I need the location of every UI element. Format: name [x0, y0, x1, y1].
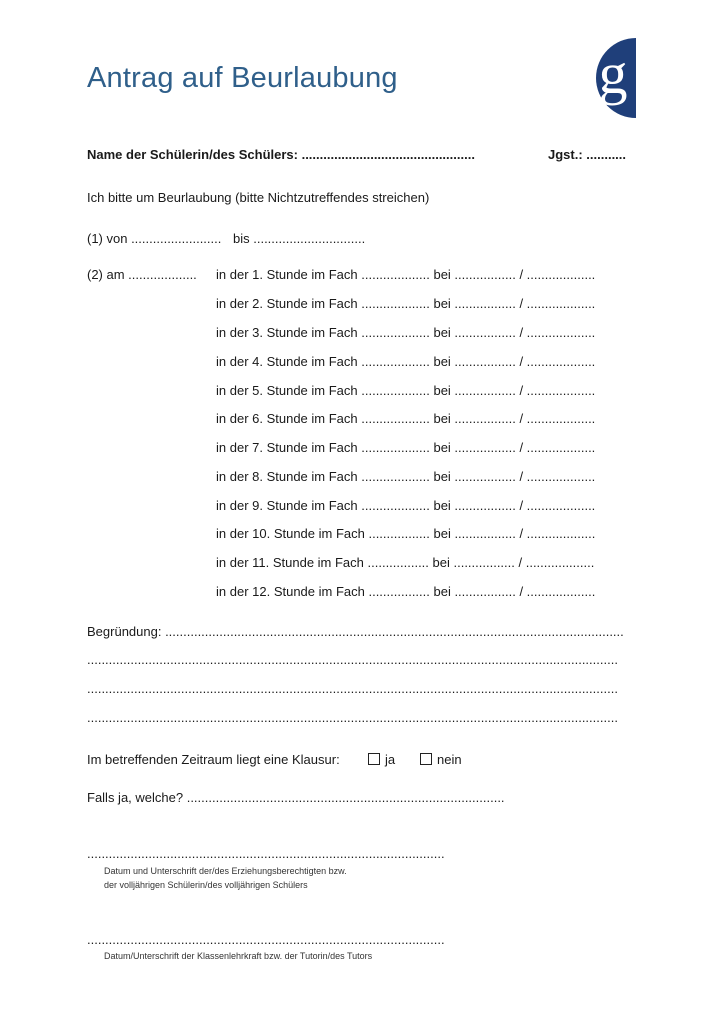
lesson-row[interactable]: in der 7. Stunde im Fach ................... bei ................. / ...................: [216, 440, 596, 455]
teacher-signature-line[interactable]: ...................................................................................................: [87, 932, 445, 947]
parent-signature-caption: der volljährigen Schülerin/des volljährigen Schülers: [104, 880, 308, 890]
lesson-row[interactable]: in der 12. Stunde im Fach ................. bei ................. / ...................: [216, 584, 596, 599]
school-logo: [576, 38, 636, 118]
exam-yes-option[interactable]: [368, 752, 395, 767]
date-field[interactable]: (2) am ...................: [87, 267, 197, 282]
exam-no-option[interactable]: [420, 752, 462, 767]
parent-signature-caption: Datum und Unterschrift der/des Erziehungsberechtigten bzw.: [104, 866, 347, 876]
lesson-row[interactable]: in der 5. Stunde im Fach ................... bei ................. / ...................: [216, 383, 596, 398]
lesson-row[interactable]: in der 10. Stunde im Fach ................. bei ................. / ...................: [216, 526, 596, 541]
reason-field[interactable]: Begründung: ...............................................................................................................................: [87, 624, 624, 639]
reason-line[interactable]: ...................................................................................................................................................: [87, 652, 618, 667]
lesson-row[interactable]: in der 11. Stunde im Fach ................. bei ................. / ...................: [216, 555, 595, 570]
lesson-row[interactable]: in der 9. Stunde im Fach ................... bei ................. / ...................: [216, 498, 596, 513]
teacher-signature-caption: Datum/Unterschrift der Klassenlehrkraft bzw. der Tutorin/des Tutors: [104, 951, 373, 961]
lesson-row[interactable]: in der 2. Stunde im Fach ................... bei ................. / ...................: [216, 296, 596, 311]
reason-line[interactable]: ...................................................................................................................................................: [87, 681, 618, 696]
which-exam-field[interactable]: Falls ja, welche? ........................................................................................: [87, 790, 505, 805]
intro-text: Ich bitte um Beurlaubung (bitte Nichtzutreffendes streichen): [87, 190, 430, 205]
yes-checkbox[interactable]: [368, 753, 380, 765]
logo-letter: g: [598, 41, 628, 106]
grade-field[interactable]: Jgst.: ...........: [548, 147, 627, 162]
yes-label: ja: [385, 752, 396, 767]
no-label: nein: [437, 752, 462, 767]
lesson-row[interactable]: in der 3. Stunde im Fach ................... bei ................. / ...................: [216, 325, 596, 340]
lesson-row[interactable]: in der 6. Stunde im Fach ................... bei ................. / ...................: [216, 411, 596, 426]
from-date-field[interactable]: (1) von .........................: [87, 231, 222, 246]
lesson-row[interactable]: in der 8. Stunde im Fach ................... bei ................. / ...................: [216, 469, 596, 484]
lesson-row[interactable]: in der 1. Stunde im Fach ................... bei ................. / ...................: [216, 267, 596, 282]
page-title: Antrag auf Beurlaubung: [87, 62, 398, 94]
parent-signature-line[interactable]: ...................................................................................................: [87, 846, 445, 861]
student-name-field[interactable]: Name der Schülerin/des Schülers: ................................................: [87, 147, 475, 162]
reason-line[interactable]: ...................................................................................................................................................: [87, 710, 618, 725]
until-date-field[interactable]: bis ...............................: [233, 231, 366, 246]
no-checkbox[interactable]: [420, 753, 432, 765]
exam-question: Im betreffenden Zeitraum liegt eine Klausur:: [87, 752, 340, 767]
lesson-row[interactable]: in der 4. Stunde im Fach ................... bei ................. / ...................: [216, 354, 596, 369]
